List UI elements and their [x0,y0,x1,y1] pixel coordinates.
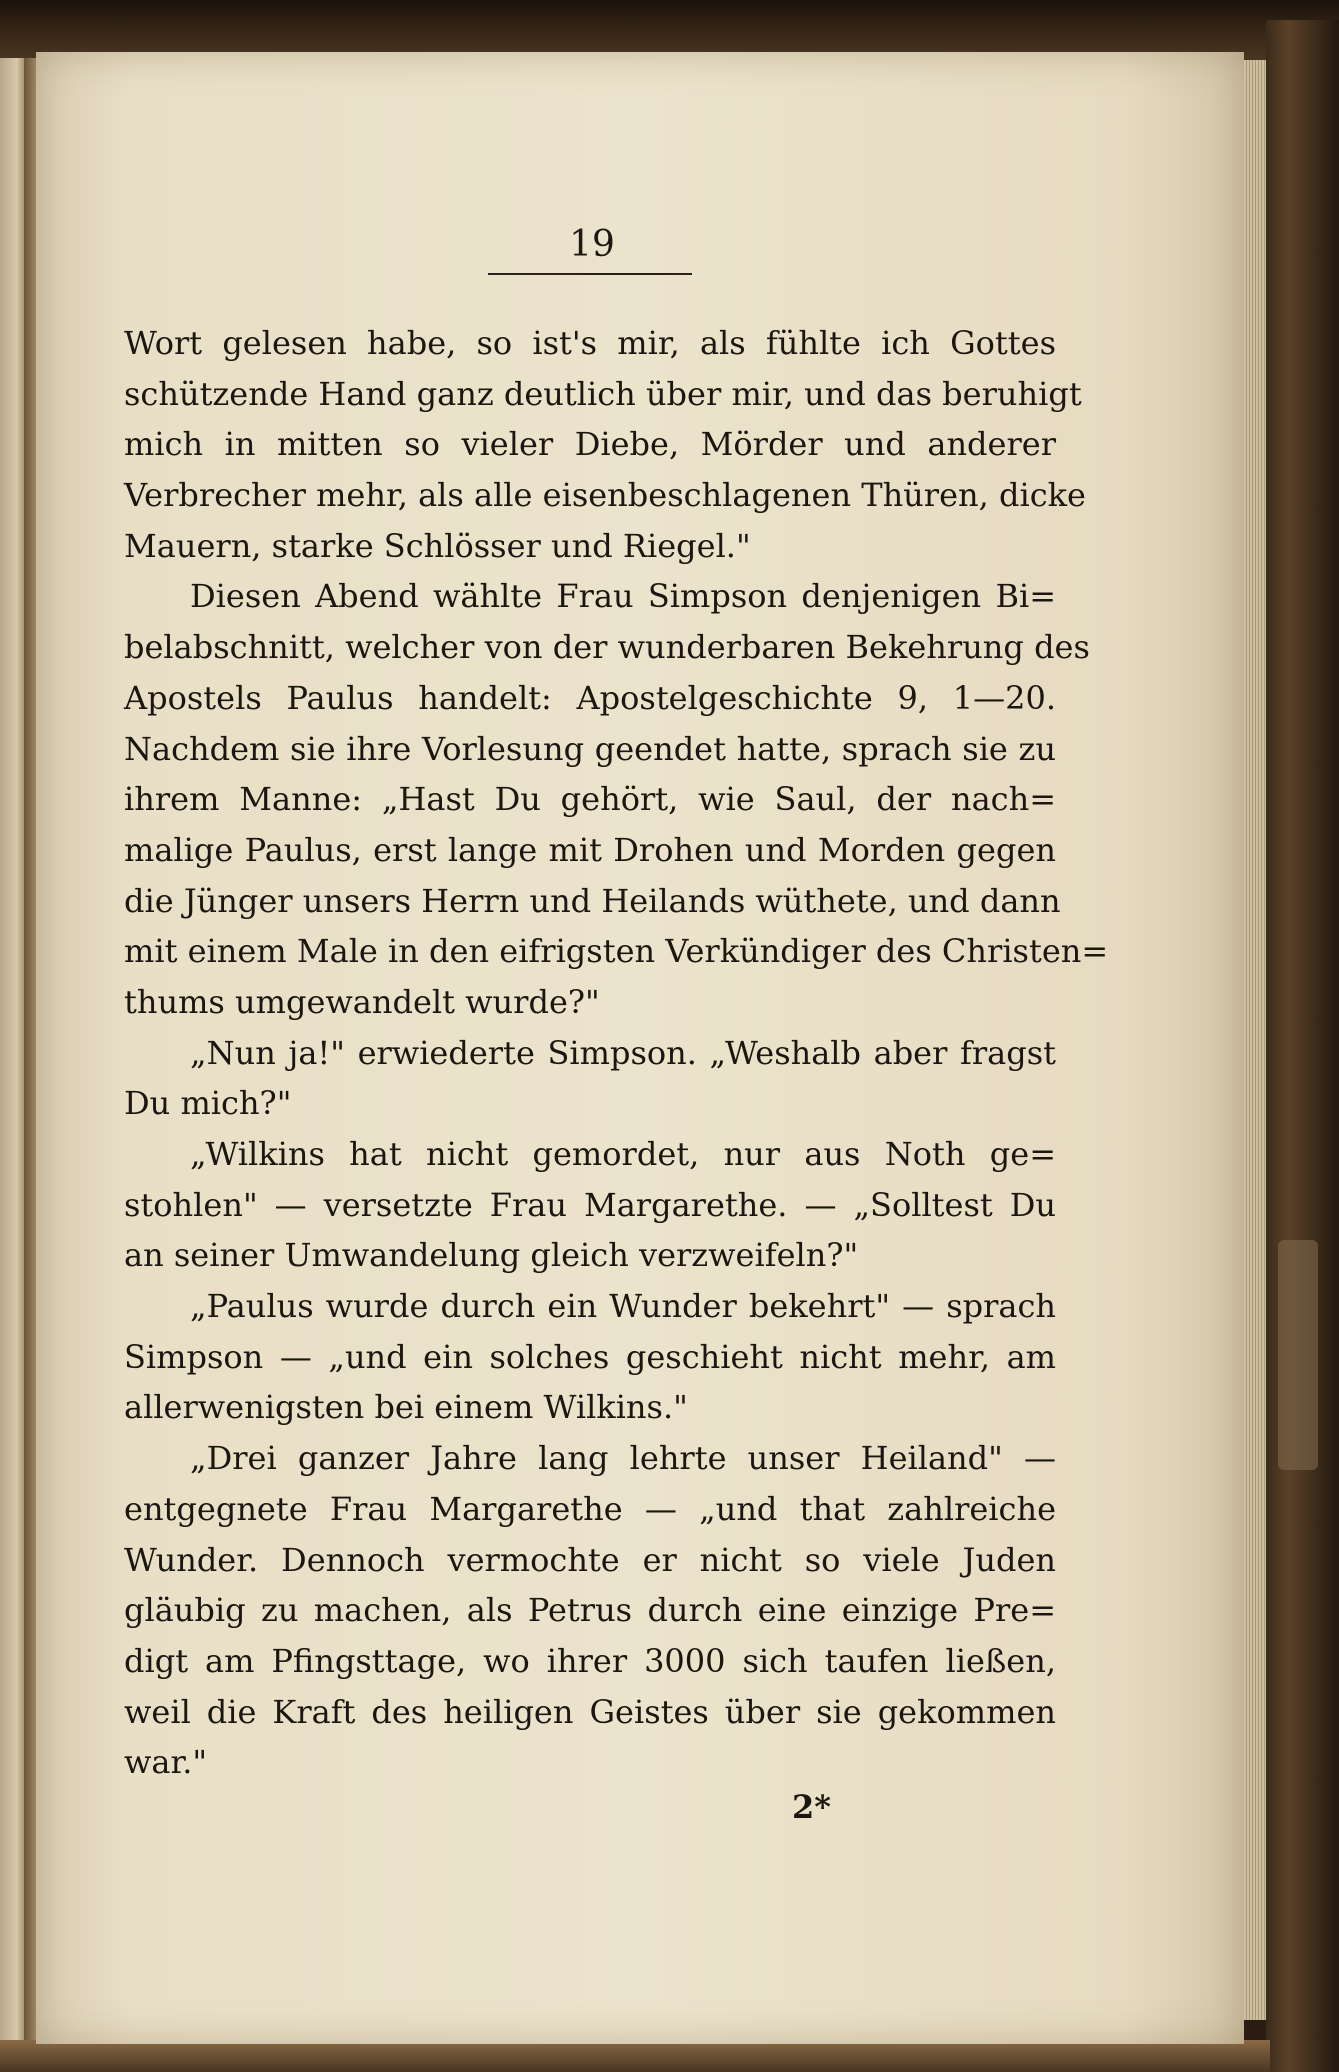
text-line: Diesen Abend wählte Frau Simpson denjenigen Bi= [190,577,1056,616]
left-page-edge [0,58,24,2072]
text-line: Nachdem sie ihre Vorlesung geendet hatte, sprach sie zu [124,729,1056,768]
text-line: „Nun ja!" erwiederte Simpson. „Weshalb aber fragst [190,1033,1056,1072]
book-gutter [24,58,36,2072]
text-line: „Paulus wurde durch ein Wunder bekehrt" — sprach [190,1287,1056,1326]
text-line: Simpson — „und ein solches geschieht nicht mehr, am [124,1337,1056,1376]
text-line: Mauern, starke Schlösser und Riegel." [124,526,751,565]
page-block-edges [1244,60,1266,2020]
text-line: schützende Hand ganz deutlich über mir, und das beruhigt [124,374,1082,413]
text-line: allerwenigsten bei einem Wilkins." [124,1388,688,1427]
text-line: Wort gelesen habe, so ist's mir, als fühlte ich Gottes [124,324,1056,362]
book-bottom-edge [0,2040,1270,2072]
text-line: Wunder. Dennoch vermochte er nicht so viele Juden [124,1540,1056,1579]
text-line: Verbrecher mehr, als alle eisenbeschlagenen Thüren, dicke [124,476,1086,515]
text-line: thums umgewandelt wurde?" [124,982,600,1021]
book-cover-edge [1266,20,1339,2072]
text-line: war." [124,1743,208,1782]
page-number: 19 [569,224,615,265]
book-binding-top [0,0,1339,60]
text-line: entgegnete Frau Margarethe — „und that zahlreiche [124,1489,1056,1528]
text-line: mich in mitten so vieler Diebe, Mörder und anderer [124,425,1056,464]
text-line: „Drei ganzer Jahre lang lehrte unser Heiland" — [190,1439,1056,1478]
text-line: belabschnitt, welcher von der wunderbaren Bekehrung des [124,628,1090,667]
text-line: weil die Kraft des heiligen Geistes über sie gekommen [124,1692,1056,1731]
text-line: Du mich?" [124,1084,292,1123]
text-line: malige Paulus, erst lange mit Drohen und Morden gegen [124,830,1056,869]
cover-wear-patch [1278,1240,1318,1470]
text-line: stohlen" — versetzte Frau Margarethe. — „Solltest Du [124,1185,1056,1224]
text-line: digt am Pfingsttage, wo ihrer 3000 sich taufen ließen, [124,1641,1056,1680]
text-line: gläubig zu machen, als Petrus durch eine einzige Pre= [124,1591,1056,1630]
text-line: ihrem Manne: „Hast Du gehört, wie Saul, der nach= [124,780,1056,819]
text-line: mit einem Male in den eifrigsten Verkündiger des Christen= [124,932,1109,971]
text-line: die Jünger unsers Herrn und Heilands wüthete, und dann [124,881,1061,920]
text-line: „Wilkins hat nicht gemordet, nur aus Noth ge= [190,1135,1056,1173]
header-rule [488,273,692,275]
text-line: an seiner Umwandelung gleich verzweifeln?" [124,1236,859,1275]
body-text [124,318,1109,1788]
text-line: Apostels Paulus handelt: Apostelgeschichte 9, 1—20. [124,678,1056,717]
signature-mark: 2* [792,1788,831,1826]
